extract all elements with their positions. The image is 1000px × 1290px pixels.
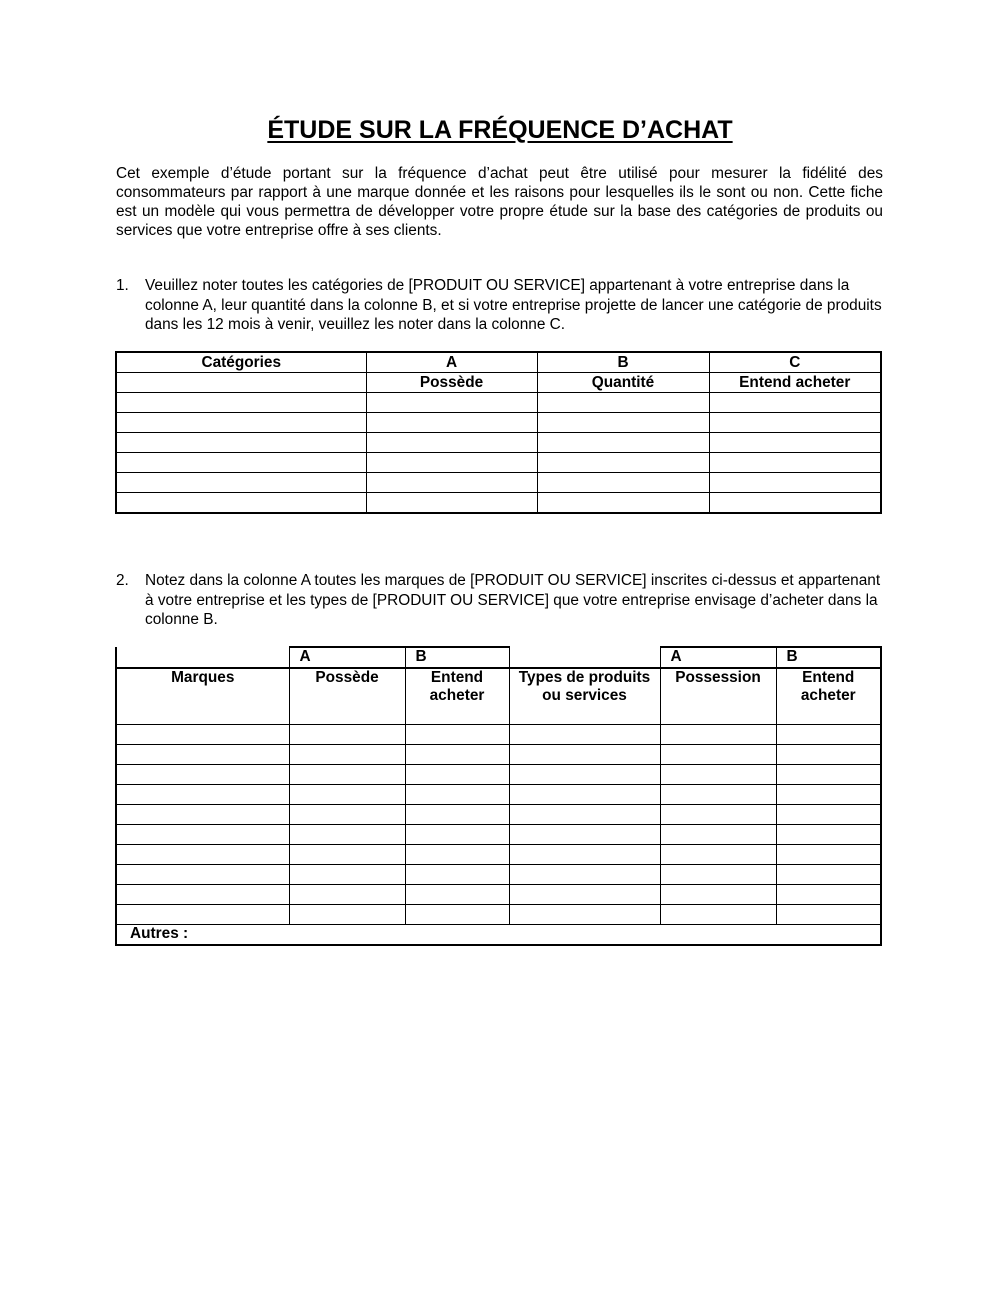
table-cell[interactable] bbox=[405, 845, 509, 865]
table-cell[interactable] bbox=[289, 765, 405, 785]
table-cell[interactable] bbox=[366, 413, 537, 433]
table-cell[interactable] bbox=[289, 865, 405, 885]
header-blank-cell bbox=[509, 647, 660, 668]
header-blank-cell bbox=[116, 647, 289, 668]
table-row bbox=[116, 905, 881, 925]
top-label-a-right: A bbox=[660, 647, 776, 668]
table-cell[interactable] bbox=[660, 745, 776, 765]
page-title: ÉTUDE SUR LA FRÉQUENCE D’ACHAT bbox=[267, 116, 733, 144]
intro-paragraph: Cet exemple d’étude portant sur la fréquence d’achat peut être utilisé pour mesurer la fidélité des consommateurs par rapport à une marque donnée et les raisons pour lesquelles ils le sont ou non. Cette fiche est un modèle qui vous permettra de développer votre propre étude sur la base des catégories de produits ou services que votre entreprise offre à ses clients. bbox=[116, 165, 883, 239]
table-cell[interactable] bbox=[366, 433, 537, 453]
table-cell[interactable] bbox=[405, 745, 509, 765]
table-row bbox=[116, 865, 881, 885]
table-cell[interactable] bbox=[709, 393, 881, 413]
top-label-b-right: B bbox=[776, 647, 881, 668]
table-cell[interactable] bbox=[509, 725, 660, 745]
table-cell[interactable] bbox=[116, 413, 366, 433]
table-cell[interactable] bbox=[660, 905, 776, 925]
question-1-number: 1. bbox=[116, 277, 129, 294]
table-cell[interactable] bbox=[116, 453, 366, 473]
question-2-text: Notez dans la colonne A toutes les marques de [PRODUIT OU SERVICE] inscrites ci-dessus et appartenant à votre entreprise et les types de [PRODUIT OU SERVICE] que votre entreprise envisage d’acheter dans la colonne B. bbox=[145, 572, 881, 628]
header-blank-cell bbox=[116, 373, 366, 393]
table-row bbox=[116, 433, 881, 453]
table-cell[interactable] bbox=[660, 765, 776, 785]
table-cell[interactable] bbox=[509, 845, 660, 865]
table-cell[interactable] bbox=[366, 393, 537, 413]
table-cell[interactable] bbox=[776, 765, 881, 785]
table-row bbox=[116, 413, 881, 433]
others-label[interactable]: Autres : bbox=[116, 925, 881, 946]
table-cell[interactable] bbox=[509, 745, 660, 765]
header-types-produits-services: Types de produits ou services bbox=[509, 668, 660, 725]
table-cell[interactable] bbox=[776, 905, 881, 925]
table-row bbox=[116, 473, 881, 493]
table-cell[interactable] bbox=[405, 825, 509, 845]
header-entend-acheter-right: Entend acheter bbox=[776, 668, 881, 725]
table-cell[interactable] bbox=[509, 885, 660, 905]
table-cell[interactable] bbox=[366, 453, 537, 473]
table-cell[interactable] bbox=[709, 493, 881, 514]
table-cell[interactable] bbox=[776, 885, 881, 905]
table-cell[interactable] bbox=[116, 393, 366, 413]
table-cell[interactable] bbox=[776, 825, 881, 845]
table-cell[interactable] bbox=[509, 805, 660, 825]
table-cell[interactable] bbox=[509, 825, 660, 845]
table1-header-row-2 bbox=[116, 373, 881, 393]
table-cell[interactable] bbox=[116, 433, 366, 453]
table-cell[interactable] bbox=[405, 905, 509, 925]
header-entend-acheter: Entend acheter bbox=[405, 668, 509, 725]
table-cell[interactable] bbox=[405, 865, 509, 885]
categories-table bbox=[115, 351, 882, 514]
header-col-b: B bbox=[537, 352, 709, 373]
top-label-b-left: B bbox=[405, 647, 509, 668]
brands-table bbox=[115, 646, 882, 946]
table-cell[interactable] bbox=[509, 865, 660, 885]
header-marques: Marques bbox=[116, 668, 289, 725]
table-cell[interactable] bbox=[537, 453, 709, 473]
table-cell[interactable] bbox=[660, 725, 776, 745]
table2-top-labels bbox=[116, 647, 881, 668]
table-cell[interactable] bbox=[660, 825, 776, 845]
table-cell[interactable] bbox=[537, 473, 709, 493]
table-cell[interactable] bbox=[660, 865, 776, 885]
top-label-a-left: A bbox=[289, 647, 405, 668]
header-quantite: Quantité bbox=[537, 373, 709, 393]
table-cell[interactable] bbox=[289, 845, 405, 865]
table-row bbox=[116, 805, 881, 825]
table-cell[interactable] bbox=[116, 785, 289, 805]
table-cell[interactable] bbox=[289, 805, 405, 825]
table-cell[interactable] bbox=[776, 805, 881, 825]
table-cell[interactable] bbox=[366, 473, 537, 493]
question-2-number: 2. bbox=[116, 572, 129, 589]
table-row bbox=[116, 393, 881, 413]
question-1 bbox=[116, 276, 886, 335]
table-cell[interactable] bbox=[289, 905, 405, 925]
table-cell[interactable] bbox=[405, 885, 509, 905]
table-row bbox=[116, 785, 881, 805]
table-cell[interactable] bbox=[289, 825, 405, 845]
others-row bbox=[116, 925, 881, 946]
table-cell[interactable] bbox=[660, 785, 776, 805]
table-cell[interactable] bbox=[289, 745, 405, 765]
table-cell[interactable] bbox=[116, 905, 289, 925]
table-cell[interactable] bbox=[660, 885, 776, 905]
table-cell[interactable] bbox=[660, 805, 776, 825]
header-col-c: C bbox=[709, 352, 881, 373]
table-cell[interactable] bbox=[537, 413, 709, 433]
table-cell[interactable] bbox=[405, 765, 509, 785]
table-row bbox=[116, 845, 881, 865]
table-cell[interactable] bbox=[116, 845, 289, 865]
table-cell[interactable] bbox=[709, 473, 881, 493]
table-row bbox=[116, 825, 881, 845]
table-cell[interactable] bbox=[660, 845, 776, 865]
table-cell[interactable] bbox=[289, 885, 405, 905]
table-cell[interactable] bbox=[116, 493, 366, 514]
table-cell[interactable] bbox=[709, 413, 881, 433]
table-cell[interactable] bbox=[537, 433, 709, 453]
table-cell[interactable] bbox=[116, 745, 289, 765]
table-cell[interactable] bbox=[116, 825, 289, 845]
table-cell[interactable] bbox=[776, 745, 881, 765]
table-cell[interactable] bbox=[509, 905, 660, 925]
table-cell[interactable] bbox=[776, 865, 881, 885]
question-2 bbox=[116, 571, 886, 630]
table-cell[interactable] bbox=[776, 725, 881, 745]
table-cell[interactable] bbox=[289, 725, 405, 745]
table-cell[interactable] bbox=[509, 765, 660, 785]
table-row bbox=[116, 745, 881, 765]
table-cell[interactable] bbox=[509, 785, 660, 805]
table-cell[interactable] bbox=[405, 785, 509, 805]
table-row bbox=[116, 765, 881, 785]
table-row bbox=[116, 453, 881, 473]
header-possede: Possède bbox=[289, 668, 405, 725]
table-cell[interactable] bbox=[709, 433, 881, 453]
table-row bbox=[116, 885, 881, 905]
table-cell[interactable] bbox=[405, 725, 509, 745]
header-categories: Catégories bbox=[116, 352, 366, 373]
table-row bbox=[116, 493, 881, 514]
table-cell[interactable] bbox=[537, 493, 709, 514]
question-1-text: Veuillez noter toutes les catégories de [PRODUIT OU SERVICE] appartenant à votre entreprise dans la colonne A, leur quantité dans la colonne B, et si votre entreprise projette de lancer une catégorie de produits dans les 12 mois à venir, veuillez les noter dans la colonne C. bbox=[145, 277, 882, 333]
table2-header-row bbox=[116, 668, 881, 725]
table-cell[interactable] bbox=[776, 785, 881, 805]
header-entend-acheter: Entend acheter bbox=[709, 373, 881, 393]
table-cell[interactable] bbox=[116, 725, 289, 745]
table-row bbox=[116, 725, 881, 745]
header-col-a: A bbox=[366, 352, 537, 373]
table1-header-row-1 bbox=[116, 352, 881, 373]
table-cell[interactable] bbox=[776, 845, 881, 865]
table-cell[interactable] bbox=[709, 453, 881, 473]
table-cell[interactable] bbox=[116, 765, 289, 785]
table-cell[interactable] bbox=[289, 785, 405, 805]
header-possession: Possession bbox=[660, 668, 776, 725]
table-cell[interactable] bbox=[116, 805, 289, 825]
table-cell[interactable] bbox=[116, 473, 366, 493]
table-cell[interactable] bbox=[116, 865, 289, 885]
table-cell[interactable] bbox=[116, 885, 289, 905]
table-cell[interactable] bbox=[537, 393, 709, 413]
header-possede: Possède bbox=[366, 373, 537, 393]
table-cell[interactable] bbox=[405, 805, 509, 825]
table-cell[interactable] bbox=[366, 493, 537, 514]
